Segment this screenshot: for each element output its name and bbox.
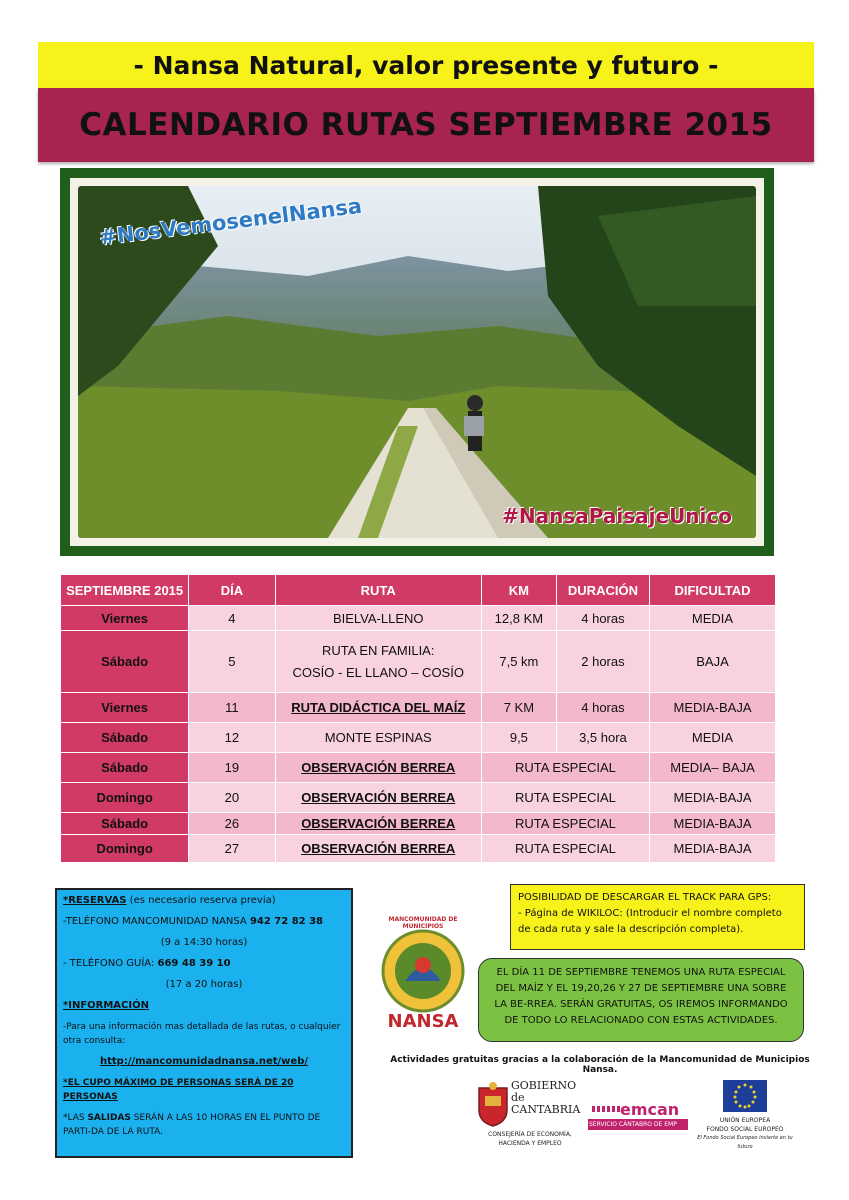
route-link[interactable]: OBSERVACIÓN BERREA xyxy=(301,760,456,775)
route-difficulty: MEDIA xyxy=(650,606,776,631)
nansa-logo xyxy=(375,916,471,1035)
nansa-wordmark: NANSA xyxy=(387,1011,459,1032)
photo-frame xyxy=(60,168,774,556)
col-header-route: RUTA xyxy=(275,575,481,606)
route-link[interactable]: OBSERVACIÓN BERREA xyxy=(301,790,456,805)
website-link[interactable]: http://mancomunidadnansa.net/web/ xyxy=(99,1056,309,1067)
col-header-month: SEPTIEMBRE 2015 xyxy=(61,575,189,606)
day-name: Sábado xyxy=(61,723,189,753)
day-name: Sábado xyxy=(61,753,189,783)
subtitle: - Nansa Natural, valor presente y futuro - xyxy=(133,50,719,80)
route-name xyxy=(275,835,481,863)
gobierno-line3: CANTABRIA xyxy=(511,1103,581,1116)
cantabria-shield-icon xyxy=(475,1082,511,1128)
route-duration: 4 horas xyxy=(556,606,649,631)
salidas-rest: SERÁN A LAS 10 HORAS EN EL PUNTO DE PARTI-DA DE LA RUTA. xyxy=(63,1113,321,1137)
day-name: Sábado xyxy=(61,813,189,835)
gps-box xyxy=(510,884,805,950)
route-link[interactable]: RUTA DIDÁCTICA DEL MAÍZ xyxy=(291,700,466,715)
route-difficulty: BAJA xyxy=(650,631,776,693)
col-header-day: DÍA xyxy=(189,575,275,606)
route-difficulty: MEDIA-BAJA xyxy=(650,813,776,835)
table-row xyxy=(61,813,776,835)
route-name xyxy=(275,753,481,783)
route-name xyxy=(275,813,481,835)
special-note-box xyxy=(478,958,804,1042)
title-banner xyxy=(38,88,814,162)
route-km: 9,5 xyxy=(481,723,556,753)
route-special: RUTA ESPECIAL xyxy=(481,753,649,783)
route-difficulty: MEDIA xyxy=(650,723,776,753)
tel-guia-label: - TELÉFONO GUÍA: xyxy=(63,958,158,969)
salidas-bold: SALIDAS xyxy=(87,1113,131,1123)
route-name-line2: COSÍO - EL LLANO – COSÍO xyxy=(292,664,464,680)
route-km: 7,5 km xyxy=(481,631,556,693)
day-number: 19 xyxy=(189,753,275,783)
informacion-text: -Para una información mas detallada de las rutas, o cualquier otra consulta: xyxy=(63,1022,341,1046)
route-name-line1: RUTA EN FAMILIA: xyxy=(322,642,435,658)
union-europea-logo xyxy=(690,1080,800,1158)
gobierno-sub2: HACIENDA Y EMPLEO xyxy=(498,1140,562,1147)
emcan-wordmark: emcan xyxy=(620,1100,680,1119)
table-row xyxy=(61,835,776,863)
day-number: 11 xyxy=(189,693,275,723)
informacion-label: *INFORMACIÓN xyxy=(63,1000,149,1011)
reservas-note: (es necesario reserva previa) xyxy=(126,895,276,906)
page-title: CALENDARIO RUTAS SEPTIEMBRE 2015 xyxy=(79,107,773,143)
table-row xyxy=(61,753,776,783)
day-name: Sábado xyxy=(61,631,189,693)
special-note-text: EL DÍA 11 DE SEPTIEMBRE TENEMOS UNA RUTA ESPECIAL DEL MAÍZ Y EL 19,20,26 Y 27 DE SEPTIEMBRE UNA SOBRE LA BE-RREA. SERÁN GRATUITAS, OS IREMOS INFORMANDO DE TODO LO RELACIONADO CON ESTAS ACTIVIDADES. xyxy=(494,967,788,1026)
route-link[interactable]: OBSERVACIÓN BERREA xyxy=(301,816,456,831)
route-special: RUTA ESPECIAL xyxy=(481,813,649,835)
route-km: 12,8 KM xyxy=(481,606,556,631)
table-row xyxy=(61,723,776,753)
tel-mancomunidad[interactable]: 942 72 82 38 xyxy=(249,916,324,927)
gps-text: - Página de WIKILOC: (Introducir el nombre completo de cada ruta y sale la descripción completa). xyxy=(518,908,782,935)
gobierno-cantabria-logo xyxy=(475,1078,585,1156)
route-difficulty: MEDIA-BAJA xyxy=(650,783,776,813)
day-number: 5 xyxy=(189,631,275,693)
route-difficulty: MEDIA– BAJA xyxy=(650,753,776,783)
route-name xyxy=(275,631,481,693)
gobierno-sub1: CONSEJERÍA DE ECONOMÍA, xyxy=(488,1131,572,1138)
hashtag-bottom: #NansaPaisajeUnico xyxy=(502,504,732,528)
route-duration: 4 horas xyxy=(556,693,649,723)
tel-mancomunidad-hours: (9 a 14:30 horas) xyxy=(160,937,248,948)
route-name xyxy=(275,693,481,723)
tel-guia[interactable]: 669 48 39 10 xyxy=(157,958,231,969)
route-special: RUTA ESPECIAL xyxy=(481,783,649,813)
col-header-difficulty: DIFICULTAD xyxy=(650,575,776,606)
table-row xyxy=(61,693,776,723)
reservas-label: *RESERVAS xyxy=(63,895,127,906)
day-name: Domingo xyxy=(61,783,189,813)
route-duration: 2 horas xyxy=(556,631,649,693)
nansa-ring-text: MANCOMUNIDAD DE MUNICIPIOS xyxy=(388,916,458,930)
route-link[interactable]: OBSERVACIÓN BERREA xyxy=(301,841,456,856)
hashtag-top: #NosVemosenelNansa xyxy=(98,193,364,250)
route-km: 7 KM xyxy=(481,693,556,723)
subtitle-banner xyxy=(38,42,814,88)
route-difficulty: MEDIA-BAJA xyxy=(650,835,776,863)
credit-line: Actividades gratuitas gracias a la colaboración de la Mancomunidad de Municipios Nansa. xyxy=(390,1055,810,1075)
emcan-subtitle: SERVICIO CÁNTABRO DE EMP xyxy=(588,1119,688,1130)
cupo-text: *EL CUPO MÁXIMO DE PERSONAS SERÁ DE 20 PERSONAS xyxy=(63,1078,294,1102)
table-row xyxy=(61,783,776,813)
day-number: 20 xyxy=(189,783,275,813)
day-number: 12 xyxy=(189,723,275,753)
emcan-dots-icon xyxy=(592,1106,620,1112)
emcan-logo xyxy=(588,1100,688,1140)
route-difficulty: MEDIA-BAJA xyxy=(650,693,776,723)
day-name: Domingo xyxy=(61,835,189,863)
day-name: Viernes xyxy=(61,693,189,723)
tel-guia-hours: (17 a 20 horas) xyxy=(165,979,243,990)
gobierno-line2: de xyxy=(511,1091,525,1104)
route-name: MONTE ESPINAS xyxy=(275,723,481,753)
table-row xyxy=(61,606,776,631)
col-header-duration: DURACIÓN xyxy=(556,575,649,606)
day-number: 26 xyxy=(189,813,275,835)
gps-title: POSIBILIDAD DE DESCARGAR EL TRACK PARA GPS: xyxy=(518,892,772,903)
route-special: RUTA ESPECIAL xyxy=(481,835,649,863)
eu-flag-icon xyxy=(723,1080,767,1112)
day-number: 27 xyxy=(189,835,275,863)
ue-line2: FONDO SOCIAL EUROPEO xyxy=(706,1126,784,1133)
salidas-prefix: *LAS xyxy=(63,1113,88,1123)
landscape-photo xyxy=(78,186,756,538)
day-name: Viernes xyxy=(61,606,189,631)
gobierno-line1: GOBIERNO xyxy=(511,1079,577,1092)
day-number: 4 xyxy=(189,606,275,631)
col-header-km: KM xyxy=(481,575,556,606)
info-box xyxy=(55,888,353,1158)
route-name xyxy=(275,783,481,813)
table-row xyxy=(61,631,776,693)
route-duration: 3,5 hora xyxy=(556,723,649,753)
ue-line3: El Fondo Social Europeo invierte en tu futuro xyxy=(697,1135,793,1150)
route-name: BIELVA-LLENO xyxy=(275,606,481,631)
ue-line1: UNIÓN EUROPEA xyxy=(719,1117,771,1124)
tel-mancomunidad-label: -TELÉFONO MANCOMUNIDAD NANSA xyxy=(63,916,250,927)
table-header-row xyxy=(61,575,776,606)
routes-table xyxy=(60,574,776,863)
